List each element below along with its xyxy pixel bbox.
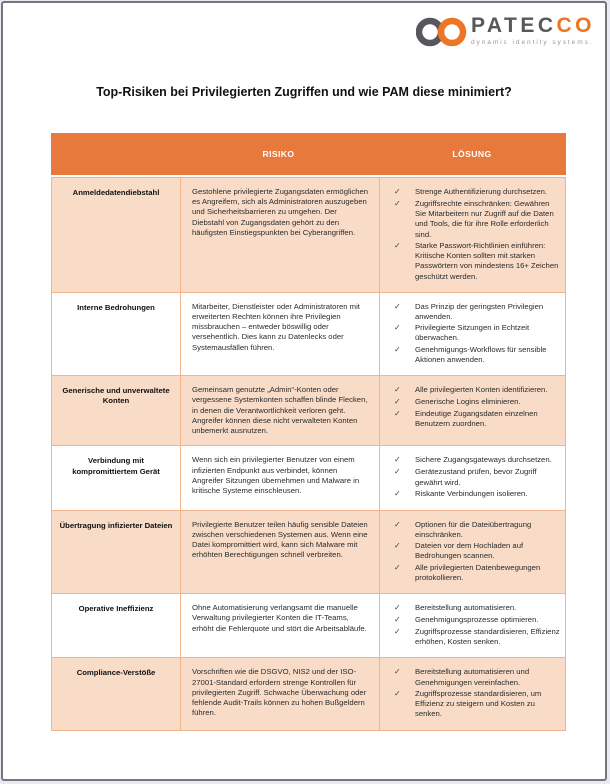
risk-name: Verbindung mit kompromittiertem Gerät bbox=[72, 456, 160, 476]
solution-text: Dateien vor dem Hochladen auf Bedrohungen scannen. bbox=[415, 541, 524, 561]
risks-table bbox=[51, 133, 566, 731]
risk-name-cell bbox=[52, 178, 180, 292]
risk-description: Ohne Automatisierung verlangsamt die manuelle Verwaltung privilegierter Konten die IT-Teams, erhöht die Fehlerquote und stört die Arbeitsabläufe. bbox=[192, 603, 367, 633]
risk-description-cell bbox=[180, 511, 379, 593]
risk-name: Operative Ineffizienz bbox=[78, 604, 154, 614]
solution-item bbox=[389, 345, 561, 365]
solution-item bbox=[389, 667, 561, 687]
check-icon: ✓ bbox=[394, 688, 401, 698]
risk-name-cell bbox=[52, 446, 180, 509]
solution-text: Optionen für die Dateiübertragung einschränken. bbox=[415, 519, 532, 539]
risk-name: Generische und unverwaltete Konten bbox=[62, 386, 170, 406]
risk-name: Interne Bedrohungen bbox=[77, 302, 155, 312]
solutions-cell bbox=[379, 178, 567, 292]
check-icon: ✓ bbox=[394, 301, 401, 311]
check-icon: ✓ bbox=[394, 541, 401, 551]
brand-accent-text: CO bbox=[556, 14, 595, 37]
check-icon: ✓ bbox=[394, 409, 401, 418]
solution-text: Bereitstellung automatisieren. bbox=[415, 603, 517, 613]
solutions-cell bbox=[379, 293, 567, 375]
solution-text: Das Prinzip der geringsten Privilegien anwenden. bbox=[415, 301, 544, 322]
check-icon: ✓ bbox=[394, 467, 401, 477]
risk-description-cell bbox=[180, 446, 379, 509]
solution-text: Riskante Verbindungen isolieren. bbox=[415, 488, 528, 498]
solution-text: Genehmigungsprozesse optimieren. bbox=[415, 614, 539, 624]
solution-item bbox=[389, 302, 561, 322]
table-row bbox=[52, 593, 565, 657]
check-icon: ✓ bbox=[394, 562, 401, 572]
brand-block bbox=[471, 14, 595, 46]
solution-text: Strenge Authentifizierung durchsetzen. bbox=[415, 187, 548, 196]
check-icon: ✓ bbox=[394, 603, 401, 613]
solution-text: Eindeutige Zugangsdaten einzelnen Benutzern zuordnen. bbox=[415, 409, 538, 429]
document-page bbox=[1, 1, 607, 781]
brand-primary-text: PATEC bbox=[470, 14, 557, 37]
solution-item bbox=[389, 455, 561, 466]
risk-name: Anmeldedatendiebstahl bbox=[72, 188, 160, 197]
solutions-cell bbox=[379, 446, 567, 509]
header-risk-label: RISIKO bbox=[262, 149, 295, 159]
solution-item bbox=[389, 467, 561, 487]
table-row bbox=[52, 292, 565, 375]
risk-description-cell bbox=[180, 658, 379, 729]
table-row bbox=[52, 657, 565, 729]
risk-description-cell bbox=[180, 178, 379, 292]
check-icon: ✓ bbox=[394, 614, 401, 624]
risk-name-cell bbox=[52, 376, 180, 445]
risk-name-cell bbox=[52, 511, 180, 593]
solution-item bbox=[389, 397, 561, 408]
solution-text: Starke Passwort-Richtlinien einführen: Kritische Konten sollten mit starken Passwörtern von mindestens 16+ Zeichen geschützt werden. bbox=[415, 240, 559, 281]
risk-description: Vorschriften wie die DSGVO, NIS2 und der ISO-27001-Standard erfordern strenge Kontrollen für privilegierten Zugriff. Schwache Überwachung oder fehlende Audit-Trails können zu hohen Bußgeldern führen. bbox=[192, 667, 367, 718]
check-icon: ✓ bbox=[394, 240, 401, 250]
solutions-cell bbox=[379, 511, 567, 593]
solution-item bbox=[389, 241, 561, 282]
check-icon: ✓ bbox=[394, 519, 401, 529]
check-icon: ✓ bbox=[394, 385, 401, 395]
solution-text: Generische Logins eliminieren. bbox=[415, 397, 521, 407]
risk-description-cell bbox=[180, 376, 379, 445]
check-icon: ✓ bbox=[394, 397, 401, 407]
solution-item bbox=[389, 489, 561, 500]
solutions-cell bbox=[379, 376, 567, 445]
risk-name: Compliance-Verstöße bbox=[76, 668, 156, 678]
brand-wordmark bbox=[471, 14, 595, 37]
risk-description: Gestohlene privilegierte Zugangsdaten ermöglichen es Angreifern, sich als Administratoren auszugeben und Sicherheitsbarrieren zu umgehen. Der Diebstahl von Zugangsdaten gehört zu den häufigsten Einstiegspunkten bei Cyberangriffen. bbox=[192, 187, 369, 237]
solution-text: Gerätezustand prüfen, bevor Zugriff gewährt wird. bbox=[415, 467, 537, 487]
risk-description: Wenn sich ein privilegierter Benutzer von einem infizierten Endpunkt aus verbindet, können Angreifer Sitzungen übernehmen und Malware in kritische Systeme einschleusen. bbox=[192, 455, 360, 496]
check-icon: ✓ bbox=[394, 488, 401, 498]
risk-name-cell bbox=[52, 293, 180, 375]
check-icon: ✓ bbox=[394, 323, 401, 333]
solution-item bbox=[389, 627, 561, 647]
check-icon: ✓ bbox=[394, 667, 401, 677]
risk-name-cell bbox=[52, 594, 180, 657]
solution-item bbox=[389, 520, 561, 540]
solution-text: Zugriffsprozesse standardisieren, um Effizienz zu steigern und Kosten zu senken. bbox=[415, 688, 542, 719]
page-title: Top-Risiken bei Privilegierten Zugriffen und wie PAM diese minimiert? bbox=[96, 85, 512, 99]
table-body bbox=[51, 177, 566, 731]
risk-description: Gemeinsam genutzte „Admin“-Konten oder vergessene Systemkonten schaffen blinde Flecken, in denen die Verantwortlichkeit verloren geht. Angreifer können diese nicht verwalteten Konten unbemerkt ausnutzen. bbox=[192, 385, 368, 436]
header-solution-label: LÖSUNG bbox=[452, 149, 492, 159]
solution-item bbox=[389, 323, 561, 343]
risk-description-cell bbox=[180, 293, 379, 375]
solution-text: Alle privilegierten Datenbewegungen protokollieren. bbox=[415, 562, 541, 582]
solution-text: Bereitstellung automatisieren und Genehmigungen vereinfachen. bbox=[415, 667, 530, 687]
solutions-cell bbox=[379, 658, 567, 729]
solution-text: Sichere Zugangsgateways durchsetzen. bbox=[415, 455, 552, 465]
table-row bbox=[52, 510, 565, 593]
check-icon: ✓ bbox=[394, 626, 401, 636]
check-icon: ✓ bbox=[394, 455, 401, 465]
logo bbox=[416, 14, 595, 48]
solution-text: Privilegierte Sitzungen in Echtzeit überwachen. bbox=[415, 323, 530, 343]
solution-item bbox=[389, 603, 561, 614]
solution-text: Genehmigungs-Workflows für sensible Aktionen anwenden. bbox=[415, 344, 547, 364]
solution-item bbox=[389, 541, 561, 561]
risk-name: Übertragung infizierter Dateien bbox=[59, 520, 173, 530]
risk-name-cell bbox=[52, 658, 180, 729]
risk-description: Privilegierte Benutzer teilen häufig sensible Dateien zwischen verschiedenen Systemen aus. Wenn eine Datei kompromittiert wird, kann sich Malware mit erhöhten Berechtigungen schnell verbreiten. bbox=[192, 519, 368, 560]
check-icon: ✓ bbox=[394, 187, 401, 196]
table-row bbox=[52, 445, 565, 509]
risk-description-cell bbox=[180, 594, 379, 657]
solution-item bbox=[389, 689, 561, 720]
risk-description: Mitarbeiter, Dienstleister oder Administratoren mit erweiterten Rechten können ihre Privilegien missbrauchen – entweder böswillig oder versehentlich. Dies kann zu Datenlecks oder Systemausfällen führen. bbox=[192, 301, 360, 352]
solution-item bbox=[389, 199, 561, 240]
solutions-cell bbox=[379, 594, 567, 657]
solution-item bbox=[389, 615, 561, 626]
logo-rings-icon bbox=[416, 16, 468, 48]
check-icon: ✓ bbox=[394, 198, 401, 208]
solution-item bbox=[389, 385, 561, 396]
brand-tagline: dynamic identity systems. bbox=[470, 39, 594, 47]
check-icon: ✓ bbox=[394, 344, 401, 354]
table-header-row bbox=[51, 133, 566, 175]
solution-item bbox=[389, 563, 561, 583]
solution-text: Alle privilegierten Konten identifizieren. bbox=[415, 385, 548, 395]
solution-text: Zugriffsprozesse standardisieren, Effizienz erhöhen, Kosten senken. bbox=[415, 626, 560, 647]
table-row bbox=[52, 375, 565, 445]
solution-item bbox=[389, 409, 561, 429]
solution-item bbox=[389, 187, 561, 198]
solution-text: Zugriffsrechte einschränken: Gewähren Sie Mitarbeitern nur Zugriff auf die Daten und Tools, die für ihre Rolle erforderlich sind. bbox=[415, 198, 554, 239]
table-row bbox=[52, 178, 565, 292]
